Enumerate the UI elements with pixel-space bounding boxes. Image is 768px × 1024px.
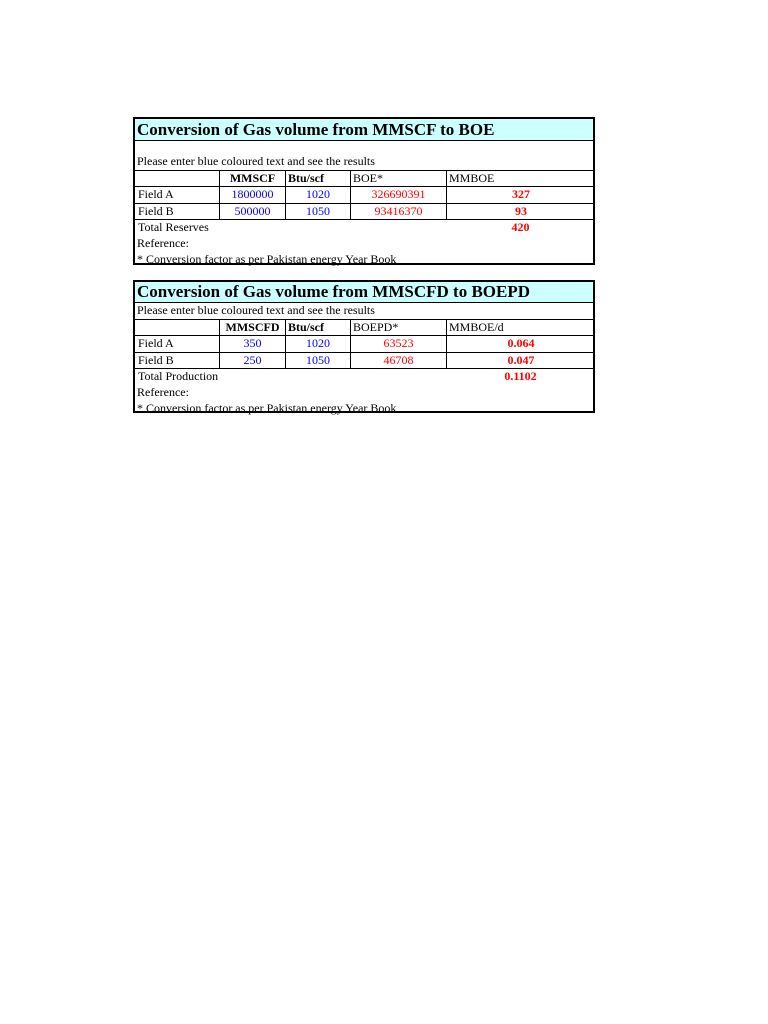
table-row: [135, 335, 593, 352]
footnote-row: [135, 252, 593, 268]
footnote-text: * Conversion factor as per Pakistan energy Year Book: [137, 251, 397, 266]
spacer-row: [135, 141, 593, 154]
header-row: [135, 170, 593, 187]
instruction-text: Please enter blue coloured text and see the results: [137, 154, 375, 168]
boepd-result: 63523: [350, 336, 446, 352]
mmboe-d-result: 0.047: [446, 353, 595, 369]
table-row: [135, 203, 593, 221]
boe-table-title: Conversion of Gas volume from MMSCF to BOE: [135, 119, 593, 141]
total-row: [135, 220, 593, 236]
header-boe: BOE*: [350, 171, 446, 187]
volume-input[interactable]: 250: [219, 353, 285, 369]
mmboe-result: 93: [446, 204, 595, 220]
row-label: Field A: [138, 336, 174, 351]
header-mmscfd: MMSCFD: [219, 320, 285, 336]
footnote-row: [135, 401, 593, 417]
mmboe-d-result: 0.064: [446, 336, 595, 352]
btu-input[interactable]: 1020: [285, 187, 350, 203]
row-label: Field A: [138, 187, 174, 202]
boe-result: 326690391: [350, 187, 446, 203]
footnote-text: * Conversion factor as per Pakistan energy Year Book: [137, 400, 397, 415]
volume-input[interactable]: 350: [219, 336, 285, 352]
header-mmboe: MMBOE: [446, 171, 595, 187]
total-value: 420: [511, 220, 530, 235]
reference-label: Reference:: [137, 235, 189, 250]
btu-input[interactable]: 1050: [285, 353, 350, 369]
instruction-row: [135, 303, 593, 319]
header-btu: Btu/scf: [285, 320, 350, 336]
volume-input[interactable]: 500000: [219, 204, 285, 220]
reference-row: [135, 385, 593, 401]
header-row: [135, 319, 593, 336]
total-label: Total Reserves: [138, 220, 209, 235]
header-mmboe-d: MMBOE/d: [446, 320, 595, 336]
reference-label: Reference:: [137, 384, 189, 399]
total-row: [135, 369, 593, 385]
boe-conversion-table: [133, 117, 595, 265]
btu-input[interactable]: 1020: [285, 336, 350, 352]
boe-result: 93416370: [350, 204, 446, 220]
header-btu: Btu/scf: [285, 171, 350, 187]
total-label: Total Production: [138, 369, 219, 384]
mmboe-result: 327: [446, 187, 595, 203]
boepd-table-title: Conversion of Gas volume from MMSCFD to BOEPD: [135, 282, 593, 303]
reference-row: [135, 236, 593, 252]
table-row: [135, 186, 593, 203]
header-boepd: BOEPD*: [350, 320, 446, 336]
boepd-conversion-table: [133, 280, 595, 413]
total-value: 0.1102: [504, 369, 537, 384]
row-label: Field B: [138, 203, 174, 218]
btu-input[interactable]: 1050: [285, 204, 350, 220]
instruction-row: [135, 154, 593, 170]
row-label: Field B: [138, 352, 174, 367]
header-mmscf: MMSCF: [219, 171, 285, 187]
volume-input[interactable]: 1800000: [219, 187, 285, 203]
table-row: [135, 352, 593, 370]
instruction-text: Please enter blue coloured text and see the results: [137, 303, 375, 317]
boepd-result: 46708: [350, 353, 446, 369]
